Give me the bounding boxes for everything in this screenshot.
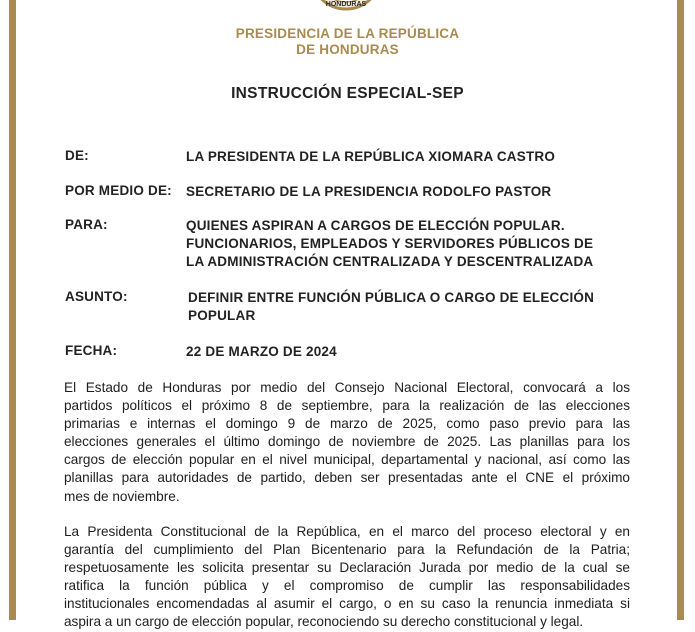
paragraph-line: ratifica la función pública y el compromiso de cumplir las responsabilidades: [64, 578, 630, 594]
paragraph-line: elecciones generales el último domingo de noviembre de 2025. Las planillas para los: [64, 434, 630, 450]
para-line-2: FUNCIONARIOS, EMPLEADOS Y SERVIDORES PÚBLICOS DE: [186, 236, 594, 251]
paragraph-line: El Estado de Honduras por medio del Consejo Nacional Electoral, convocará a los: [64, 380, 630, 395]
paragraph-line: institucionales encomendadas al asumir el cargo, o en su caso la renuncia inmediata si: [64, 596, 630, 612]
paragraph-line: aspira a un cargo de elección popular, reconociendo su derecho constitucional y legal.: [64, 614, 584, 630]
paragraph-line: primarias e internas el domingo 9 de marzo de 2025, como paso previo para las: [64, 416, 630, 432]
field-label-fecha: FECHA:: [65, 343, 118, 358]
field-value-para: [186, 217, 626, 271]
para-line-1: QUIENES ASPIRAN A CARGOS DE ELECCIÓN POPULAR.: [186, 218, 565, 233]
para-line-3: LA ADMINISTRACIÓN CENTRALIZADA Y DESCENTRALIZADA: [186, 254, 594, 269]
paragraph-line: mes de noviembre.: [64, 488, 180, 504]
field-label-asunto: ASUNTO:: [65, 289, 128, 304]
field-value-asunto: [188, 289, 594, 325]
paragraph-line: garantía del cumplimiento del Plan Bicentenario para la Refundación de la Patria;: [64, 542, 630, 558]
body-paragraph-1: [64, 379, 630, 506]
field-label-de: DE:: [65, 148, 89, 163]
field-value-por-medio-de: SECRETARIO DE LA PRESIDENCIA RODOLFO PASTOR: [186, 184, 552, 199]
honduras-seal-icon: [304, 0, 388, 10]
asunto-line-1: DEFINIR ENTRE FUNCIÓN PÚBLICA O CARGO DE ELECCIÓN: [188, 290, 595, 305]
paragraph-line: partidos políticos el próximo 8 de septiembre, para la realización de las elecciones: [64, 398, 630, 414]
field-value-de: LA PRESIDENTA DE LA REPÚBLICA XIOMARA CASTRO: [186, 149, 556, 164]
paragraph-line: La Presidenta Constitucional de la República, en el marco del proceso electoral y en: [64, 524, 630, 539]
body-paragraph-2: [64, 523, 630, 632]
seal-text: HONDURAS: [325, 1, 367, 8]
organization-name-line2: DE HONDURAS: [296, 42, 399, 57]
field-label-por-medio-de: POR MEDIO DE:: [65, 183, 172, 198]
organization-name-line1: PRESIDENCIA DE LA REPÚBLICA: [235, 26, 460, 41]
paragraph-line: cargos de elección popular en el nivel municipal, departamental y nacional, así como las: [64, 452, 630, 468]
field-value-fecha: 22 DE MARZO DE 2024: [186, 344, 337, 359]
paragraph-line: planillas para autoridades de partido, deben ser presentadas ante el CNE el próximo: [64, 470, 630, 486]
document-title: INSTRUCCIÓN ESPECIAL-SEP: [231, 85, 464, 102]
paragraph-line: respetuosamente les solicita presentar su Declaración Jurada por medio de la cual se: [64, 560, 630, 576]
asunto-line-2: POPULAR: [188, 308, 256, 323]
field-label-para: PARA:: [65, 217, 108, 232]
